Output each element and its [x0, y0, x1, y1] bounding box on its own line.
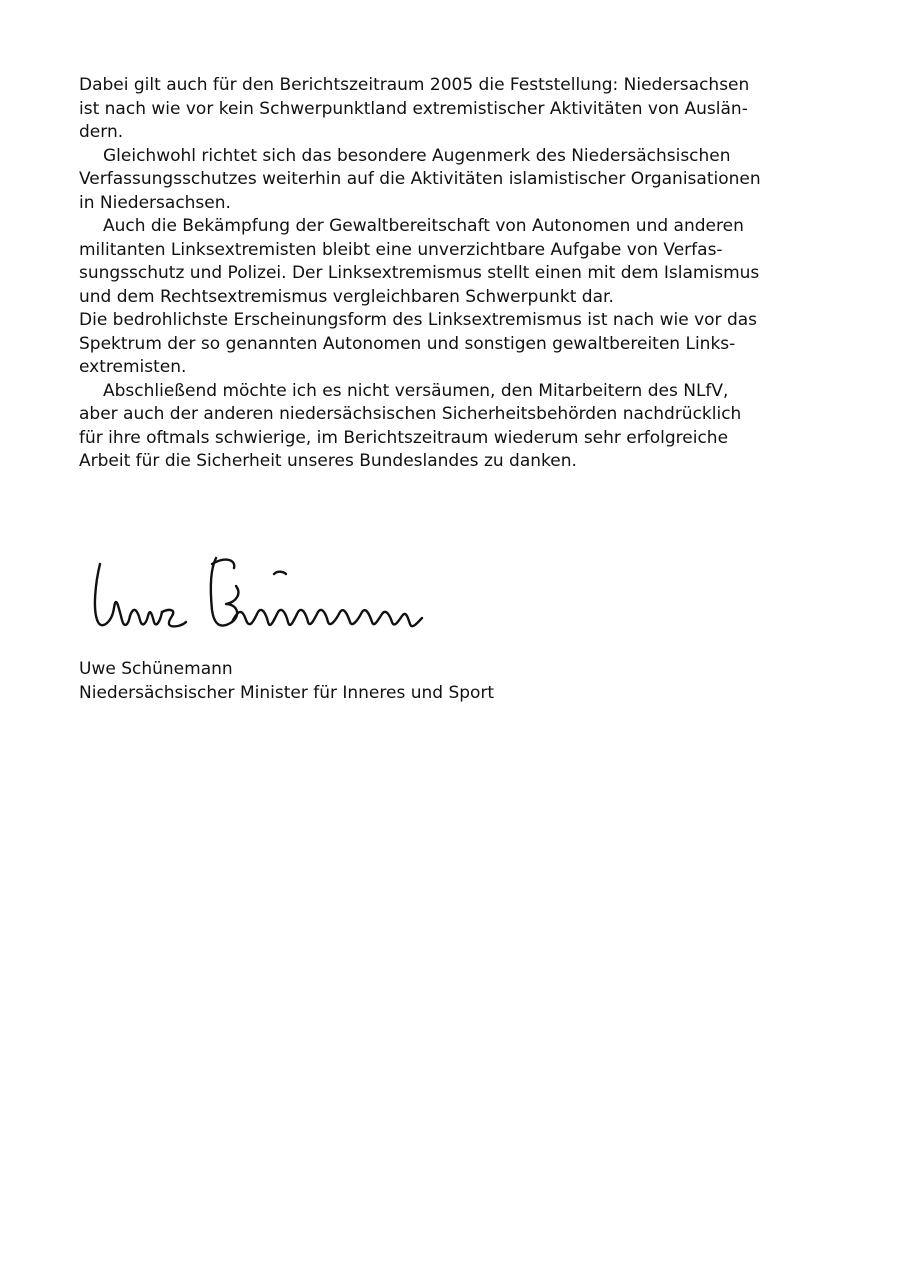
text-line: Dabei gilt auch für den Berichtszeitraum 2005 die Feststellung: Niedersachsen — [79, 75, 750, 95]
text-line: sungsschutz und Polizei. Der Linksextremismus stellt einen mit dem Islamismus — [79, 263, 760, 283]
signer-block — [79, 657, 799, 705]
text-line: aber auch der anderen niedersächsischen Sicherheitsbehörden nachdrücklich — [79, 404, 742, 424]
text-line: dern. — [79, 122, 124, 142]
signer-title: Niedersächsischer Minister für Inneres und Sport — [79, 683, 495, 703]
text-line: ist nach wie vor kein Schwerpunktland extremistischer Aktivitäten von Auslän- — [79, 98, 748, 119]
text-line: Spektrum der so genannten Autonomen und sonstigen gewaltbereiten Links- — [79, 333, 736, 354]
text-line: Abschließend möchte ich es nicht versäumen, den Mitarbeitern des NLfV, — [103, 380, 729, 401]
text-line: und dem Rechtsextremismus vergleichbaren Schwerpunkt dar. — [79, 286, 614, 307]
signer-name: Uwe Schünemann — [79, 659, 233, 679]
body-text — [79, 74, 799, 474]
text-line: Arbeit für die Sicherheit unseres Bundeslandes zu danken. — [79, 451, 577, 471]
signature-graphic — [86, 550, 446, 640]
text-line: Auch die Bekämpfung der Gewaltbereitschaft von Autonomen und anderen — [103, 216, 744, 236]
text-line: extremisten. — [79, 357, 187, 377]
text-line: Verfassungsschutzes weiterhin auf die Aktivitäten islamistischer Organisationen — [79, 169, 761, 189]
handwritten-signature — [86, 550, 446, 640]
text-line: für ihre oftmals schwierige, im Berichtszeitraum wiederum sehr erfolgreiche — [79, 427, 729, 448]
text-line: Die bedrohlichste Erscheinungsform des Linksextremismus ist nach wie vor das — [79, 310, 758, 330]
text-line: militanten Linksextremisten bleibt eine unverzichtbare Aufgabe von Verfas- — [79, 239, 723, 260]
text-line: in Niedersachsen. — [79, 192, 231, 213]
text-line: Gleichwohl richtet sich das besondere Augenmerk des Niedersächsischen — [103, 145, 731, 166]
